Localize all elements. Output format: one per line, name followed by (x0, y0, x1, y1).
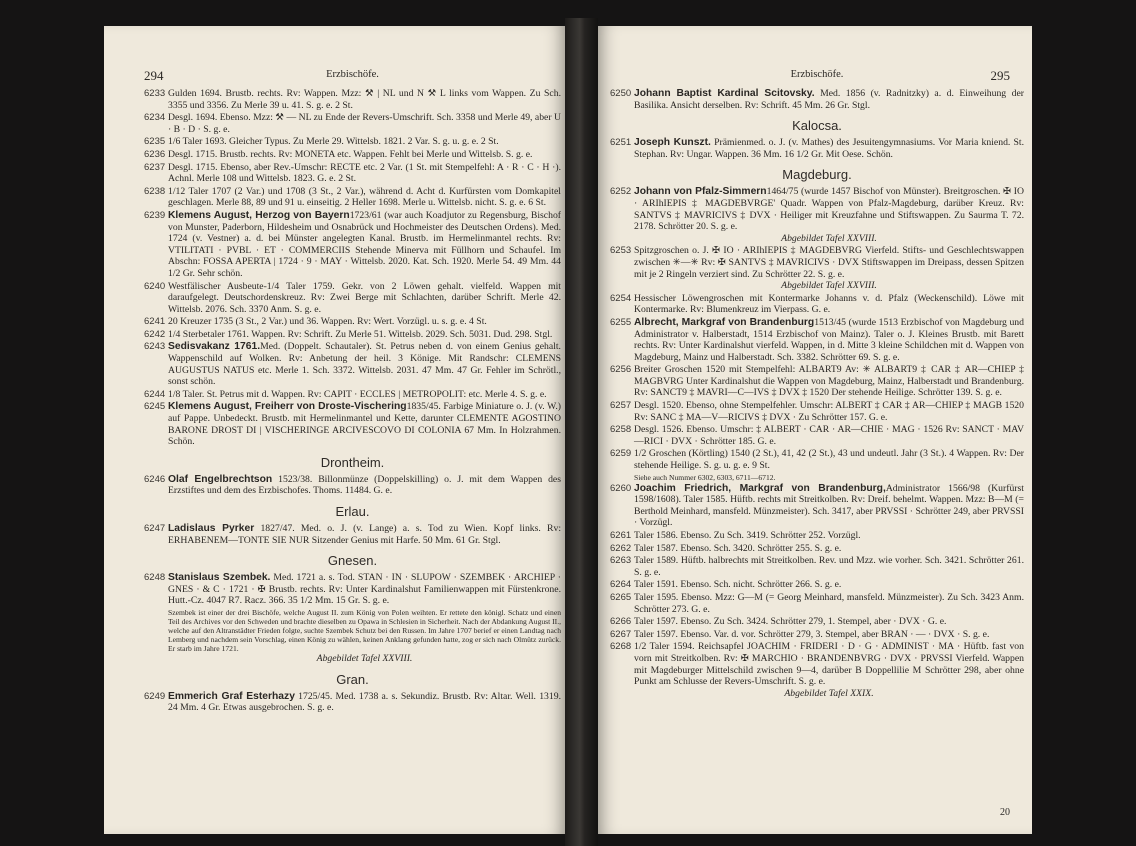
entry-number: 6254 (610, 292, 632, 304)
catalog-entry (144, 341, 561, 387)
catalog-entry (144, 88, 561, 111)
entry-text: 1/2 Groschen (Körtling) 1540 (2 St.), 41, 42 (2 St.), 43 und undeutl. Jahr (3 St.). 4 Wappen. Rv: Der stehende Heilige. S. g. u. g. e. 9 St. (634, 448, 1024, 472)
entry-number: 6241 (144, 316, 166, 328)
entry-number: 6242 (144, 328, 166, 340)
entry-number: 6237 (144, 161, 166, 173)
entry-number: 6239 (144, 209, 166, 221)
catalog-entry (144, 162, 561, 185)
entry-text: Spitzgroschen o. J. ✠ IO · ARIhIEPIS ‡ MAGDEBVRG Vierfeld. Stifts- und Geschlechtswappen zwischen ✳—✳ Rv: ✠ SANTVS ‡ MAVRICIVS · DVX Stiftswappen im Dreipass, dessen Spitzen mit je 2 Ringeln verziert sind. Zu Schrötter 22. S. g. e. (634, 245, 1024, 280)
entry-text: 1725/45. Med. 1738 a. s. Sekundiz. Brustb. Rv: Altar. Well. 1319. 24 Mm. 4 Gr. Etwas ausgebrochen. S. g. e. (168, 690, 561, 714)
entry-number: 6240 (144, 280, 166, 292)
plate-reference: Abgebildet Tafel XXVIII. (316, 652, 413, 664)
catalog-entry (144, 136, 561, 148)
catalog-entry (144, 401, 561, 447)
catalog-entry (610, 293, 1024, 316)
entry-number: 6243 (144, 341, 166, 353)
entry-number: 6236 (144, 148, 166, 160)
catalog-entry (144, 149, 561, 161)
entry-heading: Sedisvakanz 1761. (168, 341, 261, 353)
running-title: Erzbischöfe. (326, 69, 379, 80)
section-heading-drontheim: Drontheim. (320, 454, 385, 470)
entry-heading: Joseph Kunszt. (634, 137, 711, 149)
plate-reference: Abgebildet Tafel XXVIII. (781, 280, 877, 292)
entry-heading: Klemens August, Herzog von Bayern (168, 209, 350, 221)
entry-text: 1/6 Taler 1693. Gleicher Typus. Zu Merle 29. Wittelsb. 1821. 2 Var. S. g. u. g. e. 2 St. (168, 136, 499, 148)
catalog-entry (144, 112, 561, 135)
entry-text: Gulden 1694. Brustb. rechts. Rv: Wappen. Mzz: ⚒ | NL und N ⚒ L links vom Wappen. Zu Sch. 3355 und 3356. Zu Merle 39 u. 41. S. g. e. 2 St. (168, 88, 561, 111)
entry-text: Hessischer Löwengroschen mit Kontermarke Johanns v. d. Pfalz (Weckenschild). Löwe mit Kontermarke. Rv: Blumenkreuz im Vierpass. G. e. (634, 292, 1024, 316)
catalog-entry (144, 572, 561, 664)
entry-text: Taler 1587. Ebenso. Sch. 3420. Schrötter 255. S. g. e. (634, 542, 842, 554)
entry-text: Taler 1589. Hüftb. halbrechts mit Streitkolben. Rev. und Mzz. wie vorher. Sch. 3421. Schrötter 261. S. g. e. (634, 555, 1024, 578)
entry-text: 1/12 Taler 1707 (2 Var.) und 1708 (3 St., 2 Var.), während d. Acht d. Kurfürsten vom Domkapitel geschlagen. Merle 88, 89 und 91 u. einseitig. 2 Heller 1698. Merle u. Wittelsb. nicht. S. g. e. 6 St. (168, 185, 561, 209)
entry-text: Taler 1595. Ebenso. Mzz: G—M (= Georg Meinhard, mansfeld. Münzmeister). Zu Sch. 3423 Anm. Schrötter 273. G. e. (634, 591, 1024, 615)
entry-number: 6260 (610, 482, 632, 494)
entry-text: 1827/47. Med. o. J. (v. Lange) a. s. Tod zu Wien. Kopf links. Rv: ERHABENEM—TONTE SIE NUR Sitzender Genius mit Harfe. 50 Mm. 61 Gr. Stgl. (168, 523, 562, 546)
entry-number: 6266 (610, 616, 632, 628)
entry-heading: Ladislaus Pyrker (168, 523, 255, 534)
entry-number: 6264 (610, 579, 632, 591)
entry-number: 6234 (144, 112, 166, 124)
catalog-entry (610, 448, 1024, 481)
entry-heading: Klemens August, Freiherr von Droste-Vischering (168, 401, 407, 413)
entry-text: 20 Kreuzer 1735 (3 St., 2 Var.) und 36. Wappen. Rv: Wert. Vorzügl. u. s. g. e. 4 St. (168, 316, 487, 328)
catalog-entry (610, 641, 1024, 699)
page-number: 294 (144, 68, 164, 83)
catalog-entry (610, 616, 1024, 628)
entry-number: 6267 (610, 628, 632, 640)
entry-heading: Emmerich Graf Esterhazy (168, 690, 295, 702)
entry-text: 1523/38. Billonmünze (Doppelskilling) o. J. mit dem Wappen des Erzstiftes und dem des Erzbischofes. Thoms. 11484. G. e. (168, 473, 561, 497)
section-heading-magdeburg: Magdeburg. (782, 167, 852, 183)
entry-text: Desgl. 1715. Brustb. rechts. Rv: MONETA etc. Wappen. Fehlt bei Merle und Wittelsb. S. g. e. (168, 148, 533, 160)
plate-reference: Abgebildet Tafel XXIX. (784, 687, 874, 699)
right-page (598, 26, 1032, 834)
entry-heading: Joachim Friedrich, Markgraf von Brandenburg, (634, 482, 886, 494)
catalog-entry (610, 317, 1024, 363)
catalog-entry (610, 424, 1024, 447)
entry-number: 6265 (610, 591, 632, 603)
catalog-entry (610, 555, 1024, 578)
section-heading-kalocsa: Kalocsa. (792, 118, 842, 134)
entry-number: 6238 (144, 185, 166, 197)
catalog-entry (610, 530, 1024, 542)
section-heading-gnesen: Gnesen. (327, 553, 378, 569)
catalog-entry (144, 389, 561, 401)
catalog-entry (610, 88, 1024, 111)
entry-text: 1/4 Sterbetaler 1761. Wappen. Rv: Schrift. Zu Merle 51. Wittelsb. 2029. Sch. 5031. Dud. 298. Stgl. (168, 328, 553, 340)
entry-number: 6246 (144, 473, 166, 485)
catalog-entry (144, 316, 561, 328)
entry-heading: Johann von Pfalz-Simmern (634, 186, 767, 198)
entry-text: Med. (Doppelt. Schautaler). St. Petrus neben d. von einem Genius gehalt. Wappenschild auf Wolken. Rv: Anbetung der heil. 3 Könige. Mit Randschr: CLEMENS AUGUSTUS NATUS etc. Merle 1. Sch. 3372. Wittelsb. 2031. 47 Mm. 47 Gr. Fehler im Schrötl., sonst schön. (168, 341, 561, 388)
entry-number: 6233 (144, 88, 166, 99)
page-number: 295 (990, 68, 1010, 83)
entry-number: 6262 (610, 542, 632, 554)
catalog-entry (610, 245, 1024, 291)
entry-heading: Olaf Engelbrechtson (168, 473, 273, 485)
entry-text: Med. 1721 a. s. Tod. STAN · IN · SLUPOW · SZEMBEK · ARCHIEP · GNES · & C · 1721 · ✠ Brustb. rechts. Rv: Unter Kardinalshut Familienwappen mit Fürstenkrone. Hutt.-Cz. 4047 R7. Racz. 366. 35 1/2 Mm. 15 Gr. S. g. e. (168, 572, 561, 607)
plate-reference: Abgebildet Tafel XXVIII. (781, 232, 877, 244)
catalog-entry (144, 281, 561, 316)
entry-text: Desgl. 1520. Ebenso, ohne Stempelfehler. Umschr: ALBERT ‡ CAR ‡ AR—CHIEP ‡ MAGB 1520 Rv: SANC ‡ MA—V—RICIVS ‡ DVX · Zu Schrötter 157. G. e. (634, 400, 1024, 423)
left-page-header (144, 68, 561, 82)
running-title: Erzbischöfe. (790, 69, 844, 80)
entry-number: 6248 (144, 572, 166, 584)
entry-number: 6249 (144, 690, 166, 702)
entry-text: Desgl. 1694. Ebenso. Mzz: ⚒ — NL zu Ende der Revers-Umschrift. Sch. 3358 und Merle 49, aber U · B · D · S. g. e. (168, 112, 561, 135)
entry-number: 6253 (610, 245, 632, 257)
entry-text: Administrator 1566/98 (Kurfürst 1598/1608). Taler 1585. Hüftb. rechts mit Streitkolben. Rv: Dreif. behelmt. Wappen. Mzz: B—M (= Berthold Meinhard, mansfeld. Münzmeister). Sch. 3417, aber PRVSSI · Schrötter 249, aber PRVSSI · Vorzügl. (634, 482, 1024, 529)
entry-number: 6250 (610, 88, 632, 99)
book-spine (565, 18, 598, 846)
catalog-entry (144, 186, 561, 209)
entry-text: Desgl. 1715. Ebenso, aber Rev.-Umschr: RECTE etc. 2 Var. (1 St. mit Stempelfehl: A · R · C · H ·). Achnl. Merle 108 und Wittelsb. 1823. G. e. 2 St. (168, 161, 561, 185)
catalog-entry (610, 579, 1024, 591)
entry-text: 1723/61 (war auch Koadjutor zu Regensburg, Bischof von Munster, Paderborn, Hildesheim und Osnabrück und Hochmeister des Deutschen Ordens). Med. 1724 (v. Vestner) a. d. bei Münster angelegten Kanal. Brustb. im Hermelinmantel rechts. Rv: VTILITATI · PVBL · ET · COMMERCIIS Stehende Minerva mit Füllhorn und Schaufel. Im Abschn: FOSSA APERTA | 1724 · 9 · MAY · Wittelsb. 2020. Kat. Sch. 1920. Merle 54. 49 Mm. 44 1/2 Gr. Sehr schön. (168, 209, 562, 279)
catalog-entry (610, 483, 1024, 529)
catalog-entry (144, 329, 561, 341)
entry-text: Westfälischer Ausbeute-1/4 Taler 1759. Gekr. von 2 Löwen gehalt. vielfeld. Wappen mit daraufgelegt. Deutschordenskreuz. Rv: Zwei Berge mit Schlachten, darüber Schrift. Merle 42. Wittelsb. 2076. Sch. 3370 Anm. S. g. e. (168, 280, 561, 315)
catalog-entry (610, 592, 1024, 615)
entry-number: 6256 (610, 364, 632, 376)
catalog-entry (610, 629, 1024, 641)
entry-number: 6259 (610, 448, 632, 460)
catalog-entry (144, 474, 561, 497)
entry-number: 6252 (610, 186, 632, 198)
entry-text: Desgl. 1526. Ebenso. Umschr: ‡ ALBERT · CAR · AR—CHIE · MAG · 1526 Rv: SANCT · MAV—RICI · DVX · Schrötter 185. G. e. (634, 424, 1024, 447)
entry-text: 1/8 Taler. St. Petrus mit d. Wappen. Rv: CAPIT · ECCLES | METROPOLIT: etc. Merle 4. S. g. e. (168, 388, 547, 400)
left-page (104, 26, 565, 834)
catalog-entry (144, 523, 561, 546)
entry-number: 6247 (144, 523, 166, 534)
entry-footnote: Szembek ist einer der drei Bischöfe, welche August II. zum König von Polen weihten. Er rettete den königl. Schatz und einen Teil des Archives vor den Schweden und brachte dieselben zu Opawa in Schlesien in Sicherheit. Nach der Abdankung August II., welche auf den Altranstädter Frieden folgte, suchte Szembek Schutz bei den Russen. Im Jahre 1707 berief er einen Landtag nach Lemberg und nachdem sein Vorschlag, einen König zu wählen, keinen Anklang gefunden hatte, zog er sich nach Olmütz zurück. Er starb im Jahre 1721. (168, 607, 561, 653)
section-heading-gran: Gran. (336, 671, 369, 687)
entry-heading: Stanislaus Szembek. (168, 572, 271, 584)
entry-heading: Albrecht, Markgraf von Brandenburg (634, 316, 815, 328)
entry-number: 6257 (610, 400, 632, 412)
entry-number: 6258 (610, 424, 632, 436)
catalog-entry (144, 210, 561, 280)
entry-text: 1/2 Taler 1594. Reichsapfel JOACHIM · FRIDERI · D · G · ADMINIST · MA · Hüftb. fast von vorn mit Streitkolben. Rv: ✠ MARCHIO · BRANDENBVRG · DVX · PRVSSI Vierfeld. Wappen mit Magdeburger Mittelschild zwischen 9—4, darüber B Doppellilie M Schrötter 298, aber ohne Punkt am Schlusse der Revers-Umschrift. S. g. e. (634, 641, 1024, 688)
right-page-header (610, 68, 1024, 82)
entry-number: 6244 (144, 388, 166, 400)
entry-number: 6245 (144, 401, 166, 413)
entry-number: 6263 (610, 555, 632, 567)
entry-text: Med. 1856 (v. Radnitzky) a. d. Einweihung der Basilika. Ansicht derselben. Rv: Schrift. 45 Mm. 26 Gr. Stgl. (634, 88, 1024, 111)
entry-heading: Johann Baptist Kardinal Scitovsky. (634, 88, 815, 99)
entry-number: 6235 (144, 136, 166, 148)
entry-text: 1464/75 (wurde 1457 Bischof von Münster). Breitgroschen. ✠ IO · ARIhIEPIS ‡ MAGDEBVRGE' Quadr. Wappen von Pfalz-Magdeburg, darüber Kreuz. Rv: SANTVS ‡ MAVRICIVS ‡ DVX · Heiliger mit Kreuzfahne und Stiftswappen. Zu Saurma T. 72. 2178. Schrötter 20. S. g. e. (634, 186, 1024, 233)
entry-number: 6268 (610, 641, 632, 653)
signature-mark: 20 (1000, 807, 1010, 818)
entry-footnote: Siehe auch Nummer 6302, 6303, 6711—6712. (634, 472, 776, 482)
entry-text: 1835/45. Farbige Miniature o. J. (v. W.) auf Pappe. Unbedeckt. Brustb. mit Hermelinmantel und Kette, darunter CLEMENTE AGOSTINO BARONE DROST DI | VISCHERINGE ARCIVESCOVO DI COLONIA 67 Mm. In Holzrahmen. Schön. (168, 401, 562, 448)
catalog-entry (610, 543, 1024, 555)
entry-number: 6251 (610, 137, 632, 149)
entry-text: 1513/45 (wurde 1513 Erzbischof von Magdeburg und Administrator v. Halberstadt, 1514 Erzbischof von Mainz). Taler o. J. Kleines Brustb. mit Barett rechts. Rv: Unter Kardinalshut vierfeld. Wappen, in d. Mitte 3 kleine Schildchen mit d. Wappen von Magdeburg, Mainz und Halberstadt. Sch. 3382. Schrötter 69. S. g. e. (634, 316, 1024, 363)
section-heading-erlau: Erlau. (335, 504, 370, 519)
catalog-entry (610, 364, 1024, 399)
entry-text: Taler 1597. Ebenso. Var. d. vor. Schrötter 279, 3. Stempel, aber BRAN · — · DVX · S. g. e. (634, 628, 990, 640)
entry-text: Breiter Groschen 1520 mit Stempelfehl: ALBART9 Av: ✳ ALBART9 ‡ CAR ‡ AR—CHIEP ‡ MAGBVRG Unter Kardinalshut die Wappen von Magdeburg, Mainz, Halberstadt und Brandenburg. Rv: SANCT9 ‡ MAVRI—C—IVS ‡ DVX ‡ 1520 Der stehende Heilige. Schrötter 139. S. g. e. (634, 364, 1024, 399)
entry-number: 6255 (610, 316, 632, 328)
entry-number: 6261 (610, 530, 632, 541)
entry-text: Taler 1591. Ebenso. Sch. nicht. Schrötter 266. S. g. e. (634, 579, 842, 591)
catalog-entry (144, 691, 561, 714)
catalog-entry (610, 186, 1024, 244)
catalog-entry (610, 137, 1024, 160)
catalog-entry (610, 400, 1024, 423)
entry-text: Taler 1586. Ebenso. Zu Sch. 3419. Schrötter 252. Vorzügl. (634, 530, 861, 541)
entry-text: Prämienmed. o. J. (v. Mathes) des Jesuitengymnasiums. Vor Maria kniend. St. Stephan. Rv: Ungar. Wappen. 36 Mm. 16 1/2 Gr. Mit Oese. Schön. (634, 137, 1025, 160)
entry-text: Taler 1597. Ebenso. Zu Sch. 3424. Schrötter 279, 1. Stempel, aber · DVX · G. e. (634, 616, 947, 628)
